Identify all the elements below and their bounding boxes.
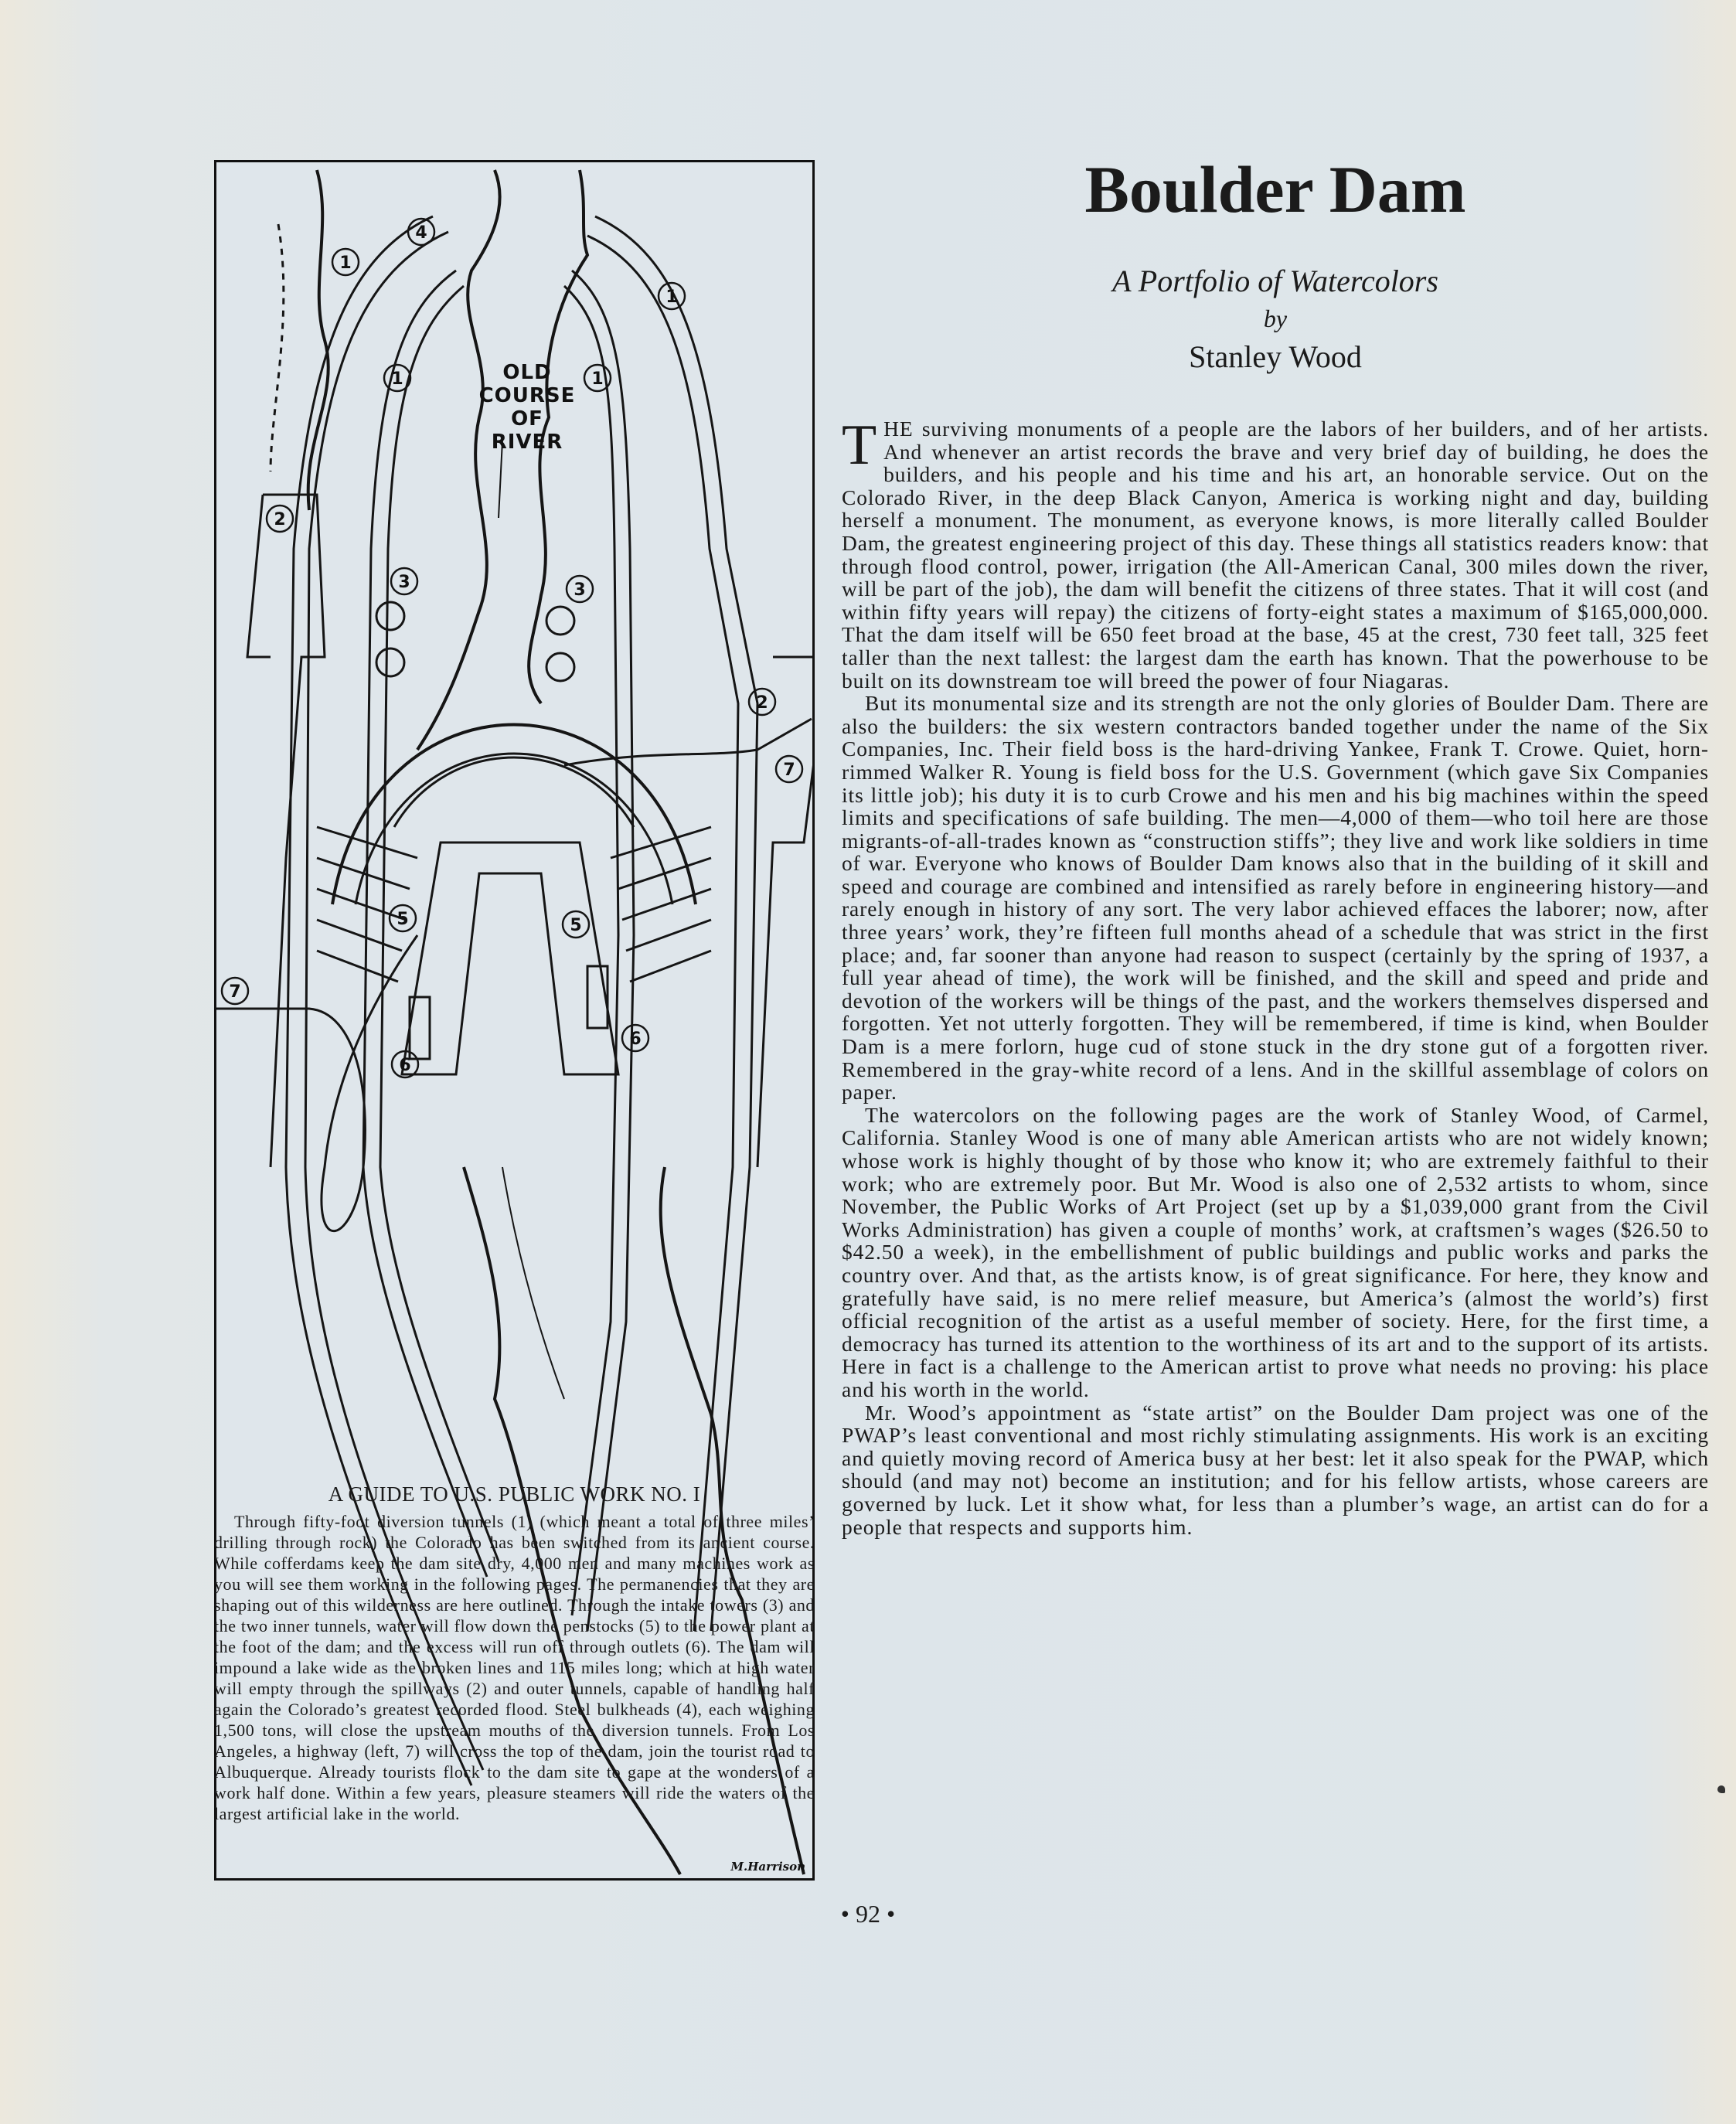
marker-1	[659, 283, 685, 309]
diversion-tunnel-right-inner	[572, 271, 634, 1631]
article-title: Boulder Dam	[1084, 152, 1466, 226]
spillway-left	[247, 495, 325, 1167]
svg-text:1: 1	[391, 369, 403, 389]
svg-text:RIVER: RIVER	[491, 431, 563, 454]
intake-tower-right-2	[546, 653, 574, 681]
svg-text:5: 5	[397, 910, 409, 929]
marker-3	[391, 568, 417, 594]
caption-title: A GUIDE TO U.S. PUBLIC WORK NO. I	[328, 1482, 701, 1506]
article-header	[842, 147, 1709, 376]
article-subtitle: A Portfolio of Watercolors	[1112, 264, 1438, 298]
intake-tower-left-1	[376, 602, 404, 630]
svg-text:3: 3	[574, 580, 586, 600]
svg-text:OF: OF	[511, 407, 543, 431]
intake-tower-right-1	[546, 607, 574, 635]
map-caption	[214, 1482, 815, 1824]
page-number: • 92 •	[840, 1900, 896, 1928]
svg-text:4: 4	[415, 223, 427, 243]
marker-6	[392, 1051, 418, 1077]
drop-cap: T	[842, 414, 878, 477]
article-body	[842, 414, 1709, 1539]
river-flow-arrow	[499, 441, 564, 1399]
svg-text:6: 6	[399, 1056, 411, 1075]
marker-5	[390, 905, 416, 931]
byline-by: by	[1263, 305, 1288, 332]
svg-text:6: 6	[629, 1030, 642, 1049]
svg-text:2: 2	[756, 693, 768, 713]
paragraph-text: surviving monuments of a people are the labors of her builders, and of her artists. And whenever an artist records the brave and very brief day of building, he does the builders, and his people and his time and his art, an honorable service. Out on the Colorado River, in the deep Black Canyon, America is working night and day, building herself a monument. The monument, as everyone knows, is more literally called Boulder Dam, the greatest engineering project of this day. These things all statistics readers know: that through flood control, power, irrigation (the All-American Canal, 300 miles down the river, will be part of the job), the dam will benefit the citizens of three states. That it will cost (and within fifty years will repay) the citizens of forty-eight states a maximum of $165,000,000. That the dam itself will be 650 feet broad at the base, 45 at the crest, 730 feet tall, 325 feet taller than the next tallest: the largest dam the earth has known. That the powerhouse to be built on its downstream toe will breed the power of four Niagaras.	[842, 417, 1709, 693]
diversion-tunnel-right-inner-2	[564, 286, 618, 1615]
dam-arch	[332, 725, 696, 905]
svg-text:1: 1	[591, 369, 604, 389]
power-plant	[402, 842, 618, 1074]
article-paragraph	[842, 414, 1709, 693]
caption-text: Through fifty-foot diversion tunnels (1) (which meant a total of three miles’ drilling through rock) the Colorado has been switched from its ancient course. While cofferdams keep the dam site dry, 4,000 men and many machines work as you will see them working in the following pages. The permanencies that they are shaping out of this wilderness are here outlined. Through the intake towers (3) and the two inner tunnels, water will flow down the penstocks (5) to the power plant at the foot of the dam; and the excess will run off through outlets (6). The dam will impound a lake wide as the broken lines and 115 miles long; which at high water will empty through the spillways (2) and outer tunnels, capable of handling half again the Colorado’s greatest recorded flood. Steel bulkheads (4), each weighing 1,500 tons, will close the upstream mouths of the diversion tunnels. From Los Angeles, a highway (left, 7) will cross the top of the dam, join the tourist road to Albuquerque. Already tourists flock to the dam site to gape at the wonders of a work half done. Within a few years, pleasure steamers will ride the waters of the largest artificial lake in the world.	[214, 1512, 815, 1823]
svg-text:7: 7	[229, 982, 241, 1002]
dam-arch-inner	[356, 754, 672, 904]
marker-1	[332, 249, 359, 275]
svg-text:3: 3	[398, 573, 410, 592]
article-paragraph: But its monumental size and its strength are not the only glories of Boulder Dam. There are also the builders: the six western contractors banded together under the name of the Six Companies, Inc. Their field boss is the hard-driving Yankee, Frank T. Crowe. Quiet, horn-rimmed Walker R. Young is field boss for the U.S. Government (which gave Six Companies its little job); his duty it is to curb Crowe and his men and his big machines within the speed limits and specifications of safe building. The men—4,000 of them—who toil here are those migrants-of-all-trades known as “construction stiffs”; they live and work like soldiers in time of war. Everyone who knows of Boulder Dam knows also that in the building of it skill and speed and courage are combined and intensified as rarely before in engineering history—and rarely enough in history of any sort. The very labor achieved effaces the laborer; now, after three years’ work, they’re fifteen full months ahead of a schedule that was strict in the first place; and, far sooner than anyone had reason to suspect (certainly by the spring of 1937, a full year ahead of time), the work will be finished, and the skill and speed and pride and devotion of the workers will be things of the past, and the workers themselves dispersed and forgotten. Yet not utterly forgotten. They will be remembered, if time is kind, when Boulder Dam is a mere forlorn, huge cud of stone stuck in the dry stone gut of a forgotten river. Remembered in the gray-white record of a lens. And in the skillful assemblage of colors on paper.	[842, 691, 1709, 1105]
highway-right	[564, 719, 812, 765]
marker-2	[749, 689, 775, 715]
article-paragraph: The watercolors on the following pages are the work of Stanley Wood, of Carmel, California. Stanley Wood is one of many able American artists who are not widely known; whose work is highly thought of by those who know it; who are extremely faithful to their work; who are extremely poor. But Mr. Wood is also one of 2,532 artists to whom, since November, the Public Works of Art Project (set up by a $1,039,000 grant from the Civil Works Administration) has given a couple of months’ work, at craftsmen’s wages ($26.50 to $42.50 a week), in the embellishment of public buildings and public works and parks the country over. And that, as the artists know, is of great significance. For here, they know and gratefully have said, is no mere relief measure, but America’s (almost the world’s) first official recognition of the artist as a useful member of society. Here, for the first time, a democracy has turned its attention to the worthiness of its art and to the support of its artists. Here in fact is a challenge to the American artist to prove what needs no proving: his place and his worth in the world.	[842, 1102, 1709, 1401]
diversion-tunnel-left-inner	[363, 271, 487, 1577]
old-course-label	[479, 361, 576, 454]
marker-7	[222, 978, 248, 1004]
ink-speck	[1717, 1785, 1725, 1793]
marker-7	[776, 756, 802, 782]
intake-tower-left-2	[376, 648, 404, 676]
marker-1	[384, 365, 410, 391]
marker-5	[563, 911, 589, 938]
penstocks-right	[611, 827, 711, 982]
svg-text:7: 7	[783, 761, 795, 780]
marker-3	[567, 576, 593, 602]
marker-4	[408, 219, 434, 245]
article-paragraph: Mr. Wood’s appointment as “state artist” on the Boulder Dam project was one of the PWAP’s least conventional and most richly stimulating assignments. His work is an exciting and quietly moving record of America busy at her best: let it also speak for the PWAP, which should (and may not) become an institution; and for his fellow artists, whose careers are governed by luck. Let it show what, for less than a plumber’s wage, an artist can do for a people that respects and supports him.	[842, 1400, 1709, 1539]
svg-text:COURSE: COURSE	[478, 384, 576, 407]
svg-text:5: 5	[570, 916, 582, 935]
marker-2	[267, 505, 293, 532]
svg-text:2: 2	[274, 510, 286, 529]
artist-signature: M.Harrison	[730, 1860, 805, 1874]
diversion-tunnel-right-outer	[595, 216, 757, 1631]
marker-6	[622, 1025, 648, 1051]
highway-left	[216, 935, 417, 1231]
svg-text:1: 1	[339, 254, 352, 273]
author-name: Stanley Wood	[1189, 339, 1362, 374]
svg-text:OLD: OLD	[502, 361, 552, 384]
first-word: HE	[883, 417, 914, 441]
dam-arch-crest	[394, 757, 634, 827]
svg-text:1: 1	[665, 288, 678, 307]
